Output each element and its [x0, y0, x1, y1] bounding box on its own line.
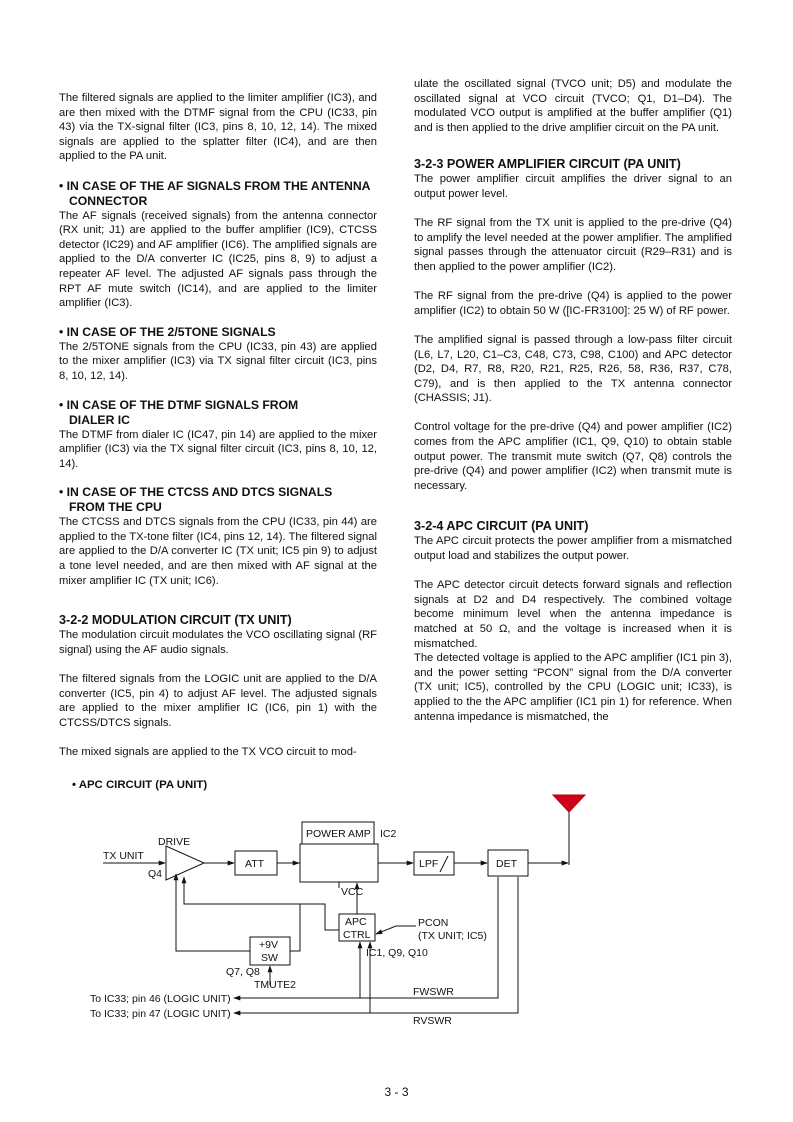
apc-circuit-diagram: [0, 790, 793, 1040]
det-label: DET: [496, 858, 517, 870]
paragraph: The DTMF from dialer IC (IC47, pin 14) are applied to the mixer amplifier (IC3) via the TX signal filter circuit (IC3, pins 8, 10, 12, 14).: [59, 428, 377, 470]
paragraph: The RF signal from the pre-drive (Q4) is applied to the power amplifier (IC2) to obtain 50 W ([IC-FR3100]: 25 W) of RF power.: [414, 290, 732, 317]
power-amp-label: POWER AMP: [306, 828, 371, 840]
heading-line: • IN CASE OF THE CTCSS AND DTCS SIGNALS: [59, 485, 333, 500]
pcon-label: PCON: [418, 917, 449, 929]
paragraph: The 2/5TONE signals from the CPU (IC33, pin 43) are applied to the mixer amplifier (IC3) via TX signal filter circuit (IC3, pins 8, 10, 12, 14).: [59, 340, 377, 382]
paragraph: The mixed signals are applied to the TX VCO circuit to mod-: [59, 746, 357, 758]
section-heading: [59, 485, 377, 515]
paragraph: ulate the oscillated signal (TVCO unit; D5) and modulate the oscillated signal at VCO circuit (TVCO; Q1, D1–D4). The modulated VCO output is amplified at the buffer amplifier (Q1) and is then applied to the drive amplifier circuit on the PA unit.: [414, 78, 732, 134]
q7-q8-label: Q7, Q8: [226, 966, 260, 978]
tx-unit-label: TX UNIT: [103, 850, 144, 862]
paragraph: The APC detector circuit detects forward signals and reflection signals at D2 and D4 respectively. The combined voltage become minimum level when the antenna impedance is matched at 50 Ω, and the voltage is increased when it is mismatched.: [414, 579, 732, 650]
paragraph: The CTCSS and DTCS signals from the CPU (IC33, pin 44) are applied to the TX-tone filter (IC4, pins 12, 14). The filtered signal are applied to the D/A converter IC (TX unit; IC5 pin 9) to adjust a tone level needed, and are then mixed with AF signal at the mixer amplifier IC (TX unit; IC6).: [59, 516, 377, 587]
left-column: [59, 91, 377, 760]
section-heading: • IN CASE OF THE 2/5TONE SIGNALS: [59, 324, 276, 339]
section-heading: 3-2-2 MODULATION CIRCUIT (TX UNIT): [59, 613, 292, 628]
heading-line: CONNECTOR: [69, 193, 148, 208]
section-heading: [59, 398, 377, 428]
section-heading: 3-2-4 APC CIRCUIT (PA UNIT): [414, 519, 589, 534]
to-ic33-pin47-label: To IC33; pin 47 (LOGIC UNIT): [90, 1008, 231, 1020]
drive-label: DRIVE: [158, 836, 191, 848]
page-number: 3 - 3: [384, 1085, 409, 1099]
section-heading: [59, 179, 377, 209]
heading-line: FROM THE CPU: [69, 500, 162, 515]
pcon-source-label: (TX UNIT; IC5): [418, 930, 487, 942]
ic2-label: IC2: [380, 828, 397, 840]
paragraph: Control voltage for the pre-drive (Q4) and power amplifier (IC2) comes from the APC amplifier (IC1, Q9, Q10) to obtain stable output power. The transmit mute switch (Q7, Q8) controls the pre-drive (Q4) and power amplifier (IC2) when transmit mute is necessary.: [414, 421, 732, 492]
fwswr-label: FWSWR: [413, 986, 454, 998]
heading-line: • IN CASE OF THE AF SIGNALS FROM THE ANTENNA: [59, 178, 371, 193]
tmute2-label: TMUTE2: [254, 979, 296, 991]
to-ic33-pin46-label: To IC33; pin 46 (LOGIC UNIT): [90, 993, 231, 1005]
power-amp-body: [300, 844, 378, 882]
antenna-icon: [553, 795, 585, 812]
paragraph: The RF signal from the TX unit is applied to the pre-drive (Q4) to amplify the level needed at the power amplifier. The amplified signal passes through the attenuator circuit (R29–R31) and is then applied to the power amplifier (IC2).: [414, 217, 732, 273]
paragraph: The filtered signals from the LOGIC unit are applied to the D/A converter (IC5, pin 4) to adjust AF level. The adjusted signals are applied to the mixer amplifier IC (IC6, pin 1) with the CTCSS/DTCS signals.: [59, 673, 377, 729]
att-label: ATT: [245, 858, 265, 870]
heading-line: DIALER IC: [69, 412, 130, 427]
sw-label: SW: [261, 952, 278, 964]
q4-label: Q4: [148, 868, 163, 880]
ic1-label: IC1, Q9, Q10: [366, 947, 428, 959]
ctrl-label: CTRL: [343, 929, 371, 941]
lpf-label: LPF: [419, 858, 439, 870]
diagram-title: • APC CIRCUIT (PA UNIT): [72, 779, 208, 791]
paragraph: The APC circuit protects the power amplifier from a mismatched output load and stabilizes the output power.: [414, 535, 732, 563]
heading-line: • IN CASE OF THE DTMF SIGNALS FROM: [59, 397, 299, 412]
sw-9v-label: +9V: [259, 939, 278, 951]
paragraph: The modulation circuit modulates the VCO oscillating signal (RF signal) using the AF audio signals.: [59, 629, 377, 656]
paragraph: The power amplifier circuit amplifies the driver signal to an output power level.: [414, 173, 732, 200]
paragraph: The detected voltage is applied to the APC amplifier (IC1 pin 3), and the power setting “PCON” signal from the D/A converter (TX unit; IC5), controlled by the CPU (LOGIC unit; IC33), is applied to the the APC amplifier (IC1 pin 1) for reference. When antenna impedance is mismatched, the: [414, 652, 732, 723]
rvswr-label: RVSWR: [413, 1015, 452, 1027]
right-column: [414, 77, 732, 724]
vcc-label: VCC: [341, 886, 364, 898]
apc-label: APC: [345, 916, 367, 928]
drive-amplifier-symbol: [166, 846, 204, 880]
section-heading: 3-2-3 POWER AMPLIFIER CIRCUIT (PA UNIT): [414, 157, 681, 172]
paragraph: The amplified signal is passed through a low-pass filter circuit (L6, L7, L20, C1–C3, C48, C73, C98, C100) and APC detector (D2, D4, R7, R8, R20, R21, R25, R26, 58, R36, R37, C78, C79), and is then applied to the TX antenna connector (CHASSIS; J1).: [414, 333, 732, 405]
paragraph: The filtered signals are applied to the limiter amplifier (IC3), and are then mixed with the DTMF signal from the CPU (IC33, pin 43) via the TX-signal filter (IC3, pins 8, 10, 12, 14). The mixed signals are applied to the splatter filter (IC4), and are then applied to the PA unit.: [59, 92, 377, 163]
paragraph: The AF signals (received signals) from the antenna connector (RX unit; J1) are applied to the buffer amplifier (IC9), CTCSS detector (IC29) and AF amplifier (IC6). The amplified signals are applied to the D/A converter IC (IC25, pins 8, 9) to adjust a repeater AF level. The adjusted AF signals pass through the RPT AF mute switch (IC14), and are applied to the limiter amplifier (IC3).: [59, 209, 377, 310]
